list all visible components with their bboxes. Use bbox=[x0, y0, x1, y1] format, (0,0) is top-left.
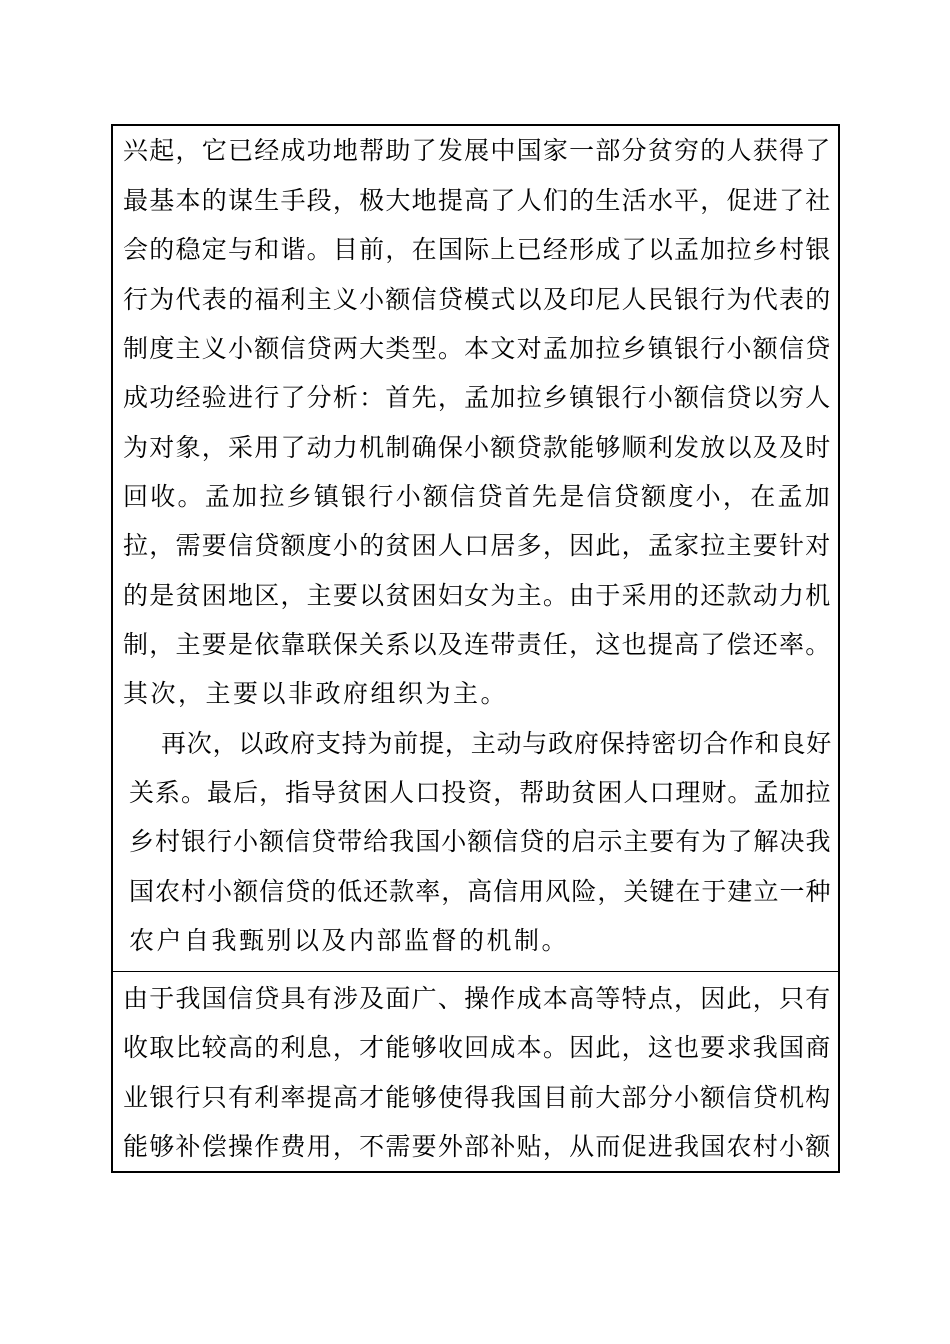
paragraph-line: 收取比较高的利息，才能够收回成本。因此，这也要求我国商 bbox=[123, 1033, 832, 1062]
bordered-table bbox=[111, 124, 840, 1173]
paragraph-line: 行为代表的福利主义小额信贷模式以及印尼人民银行为代表的 bbox=[123, 285, 832, 314]
paragraph-line: 制度主义小额信贷两大类型。本文对孟加拉乡镇银行小额信贷 bbox=[123, 334, 832, 363]
paragraph-line: 制，主要是依靠联保关系以及连带责任，这也提高了偿还率。 bbox=[123, 630, 832, 659]
paragraph-line: 其次，主要以非政府组织为主。 bbox=[123, 679, 509, 708]
paragraph-line: 成功经验进行了分析：首先，孟加拉乡镇银行小额信贷以穷人 bbox=[123, 383, 832, 412]
cell-divider bbox=[113, 971, 838, 972]
paragraph-line: 为对象，采用了动力机制确保小额贷款能够顺利发放以及及时 bbox=[123, 433, 832, 462]
paragraph-line: 业银行只有利率提高才能够使得我国目前大部分小额信贷机构 bbox=[123, 1083, 832, 1112]
paragraph-line: 回收。孟加拉乡镇银行小额信贷首先是信贷额度小，在孟加 bbox=[123, 482, 833, 511]
paragraph-line: 乡村银行小额信贷带给我国小额信贷的启示主要有为了解决我 bbox=[129, 827, 832, 856]
paragraph-line: 最基本的谋生手段，极大地提高了人们的生活水平，促进了社 bbox=[123, 186, 832, 215]
paragraph-line: 由于我国信贷具有涉及面广、操作成本高等特点，因此，只有 bbox=[123, 984, 832, 1013]
paragraph-line: 关系。最后，指导贫困人口投资，帮助贫困人口理财。孟加拉 bbox=[129, 778, 832, 807]
paragraph-line: 会的稳定与和谐。目前，在国际上已经形成了以孟加拉乡村银 bbox=[123, 235, 832, 264]
paragraph-line: 国农村小额信贷的低还款率，高信用风险，关键在于建立一种 bbox=[129, 877, 832, 906]
paragraph-line: 再次，以政府支持为前提，主动与政府保持密切合作和良好 bbox=[161, 729, 833, 758]
paragraph-line: 能够补偿操作费用，不需要外部补贴，从而促进我国农村小额 bbox=[123, 1132, 832, 1161]
paragraph-line: 农户自我甄别以及内部监督的机制。 bbox=[129, 926, 570, 955]
paragraph-line: 兴起，它已经成功地帮助了发展中国家一部分贫穷的人获得了 bbox=[123, 136, 832, 165]
paragraph-line: 拉，需要信贷额度小的贫困人口居多，因此，孟家拉主要针对 bbox=[123, 531, 832, 560]
paragraph-line: 的是贫困地区，主要以贫困妇女为主。由于采用的还款动力机 bbox=[123, 581, 832, 610]
